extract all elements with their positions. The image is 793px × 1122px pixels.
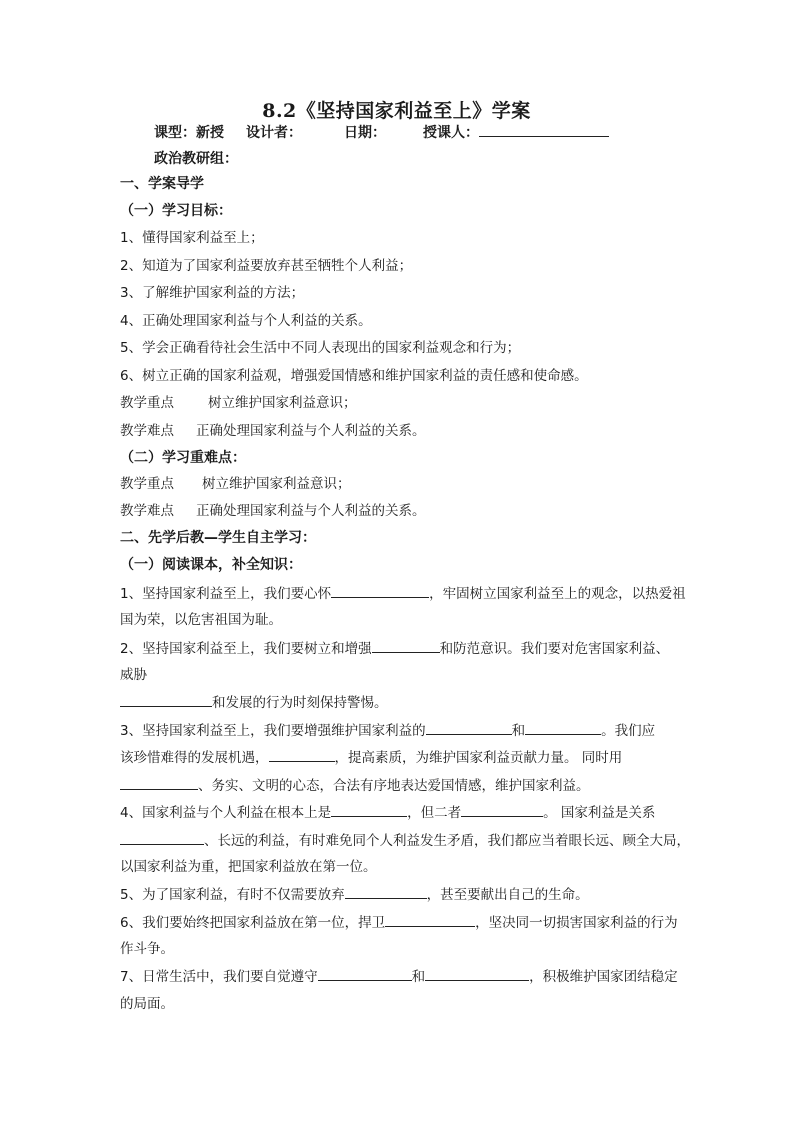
question-4-cont: 以国家利益为重，把国家利益放在第一位。: [120, 859, 377, 875]
question-1-cont: 国为荣，以危害祖国为耻。: [120, 612, 282, 628]
focus-text: 树立维护国家利益意识；: [202, 476, 351, 492]
goal-item: 5、学会正确看待社会生活中不同人表现出的国家利益观念和行为；: [120, 340, 521, 356]
answer-blank[interactable]: [525, 720, 601, 735]
goal-item: 1、懂得国家利益至上；: [120, 230, 264, 246]
question-3: [120, 720, 680, 741]
key-points-heading: （二）学习重难点：: [120, 450, 246, 466]
teacher-label: 授课人：: [423, 125, 479, 141]
focus-label: 教学重点: [120, 476, 174, 492]
question-text: 和: [511, 723, 526, 739]
question-text: 6、我们要始终把国家利益放在第一位，捍卫: [120, 915, 386, 931]
focus-label: 教学重点: [120, 395, 174, 411]
answer-blank[interactable]: [120, 830, 204, 845]
teaching-focus-2: [120, 474, 680, 494]
answer-blank[interactable]: [269, 747, 335, 762]
answer-blank[interactable]: [120, 775, 198, 790]
page-title: 8.2《坚持国家利益至上》学案: [262, 100, 531, 122]
answer-blank[interactable]: [425, 966, 529, 981]
question-3-cont: [120, 747, 680, 768]
goal-item: 4、正确处理国家利益与个人利益的关系。: [120, 313, 372, 329]
question-text: 和发展的行为时刻保持警惕。: [212, 695, 388, 711]
question-text: 该珍惜难得的发展机遇，: [120, 750, 269, 766]
question-1: [120, 583, 686, 604]
goal-item: 6、树立正确的国家利益观，增强爱国情感和维护国家利益的责任感和使命感。: [120, 368, 588, 384]
question-5: [120, 884, 680, 905]
question-text: 和防范意识。我们要对危害国家利益、: [439, 641, 670, 657]
difficulty-text: 正确处理国家利益与个人利益的关系。: [196, 423, 426, 439]
question-text: 、务实、文明的心态，合法有序地表达爱国情感，维护国家利益。: [198, 778, 590, 794]
teaching-difficulty: [120, 421, 680, 441]
reading-heading: （一）阅读课本，补全知识：: [120, 557, 302, 573]
question-6: [120, 912, 680, 933]
question-2: [120, 638, 680, 659]
answer-blank[interactable]: [372, 638, 440, 653]
answer-blank[interactable]: [331, 802, 407, 817]
question-2-cont: [120, 692, 680, 713]
goal-item: 3、了解维护国家利益的方法；: [120, 285, 305, 301]
question-text: 。我们应: [601, 723, 656, 739]
teaching-focus: [120, 393, 680, 413]
answer-blank[interactable]: [426, 720, 512, 735]
answer-blank[interactable]: [385, 912, 475, 927]
difficulty-label: 教学难点: [120, 503, 174, 519]
teacher-blank[interactable]: [479, 122, 609, 137]
goals-heading: （一）学习目标：: [120, 203, 232, 219]
section2-heading: 二、先学后教—学生自主学习：: [120, 530, 316, 546]
question-text: 和: [411, 969, 426, 985]
question-text: 。 国家利益是关系: [543, 805, 656, 821]
question-7-cont: 的局面。: [120, 996, 174, 1012]
question-6-cont: 作斗争。: [120, 941, 174, 957]
question-text: 3、坚持国家利益至上，我们要增强维护国家利益的: [120, 723, 426, 739]
goal-item: 2、知道为了国家利益要放弃甚至牺牲个人利益；: [120, 258, 413, 274]
question-text: ，但二者: [407, 805, 462, 821]
question-text: 4、国家利益与个人利益在根本上是: [120, 805, 332, 821]
date-label: 日期：: [344, 125, 386, 141]
question-4: [120, 802, 680, 823]
section1-heading: 一、学案导学: [120, 176, 204, 192]
question-3-cont: [120, 775, 680, 796]
question-text: 1、坚持国家利益至上，我们要心怀: [120, 586, 332, 602]
question-text: 7、日常生活中，我们要自觉遵守: [120, 969, 318, 985]
focus-text: 树立维护国家利益意识；: [208, 395, 357, 411]
question-text: ，坚决同一切损害国家利益的行为: [475, 915, 678, 931]
question-7: [120, 966, 680, 987]
answer-blank[interactable]: [461, 802, 543, 817]
question-text: ，甚至要献出自己的生命。: [426, 887, 589, 903]
question-4-cont: [120, 830, 690, 851]
answer-blank[interactable]: [120, 692, 212, 707]
difficulty-text: 正确处理国家利益与个人利益的关系。: [196, 503, 426, 519]
question-text: 5、为了国家利益，有时不仅需要放弃: [120, 887, 345, 903]
question-2-cont: 威胁: [120, 667, 147, 683]
designer-label: 设计者：: [246, 125, 302, 141]
question-text: 、长远的利益，有时难免同个人利益发生矛盾，我们都应当着眼长远、顾全大局，: [204, 833, 690, 849]
question-text: ，积极维护国家团结稳定: [529, 969, 678, 985]
teaching-difficulty-2: [120, 501, 680, 521]
question-text: ，提高素质，为维护国家利益贡献力量。 同时用: [334, 750, 623, 766]
answer-blank[interactable]: [318, 966, 412, 981]
question-text: ，牢固树立国家利益至上的观念，以热爱祖: [429, 586, 686, 602]
teacher-field: [423, 122, 609, 142]
lesson-type: 课型：新授: [154, 125, 224, 141]
question-text: 2、坚持国家利益至上，我们要树立和增强: [120, 641, 372, 657]
difficulty-label: 教学难点: [120, 423, 174, 439]
answer-blank[interactable]: [331, 583, 429, 598]
group-label: 政治教研组：: [154, 151, 238, 167]
answer-blank[interactable]: [345, 884, 427, 899]
